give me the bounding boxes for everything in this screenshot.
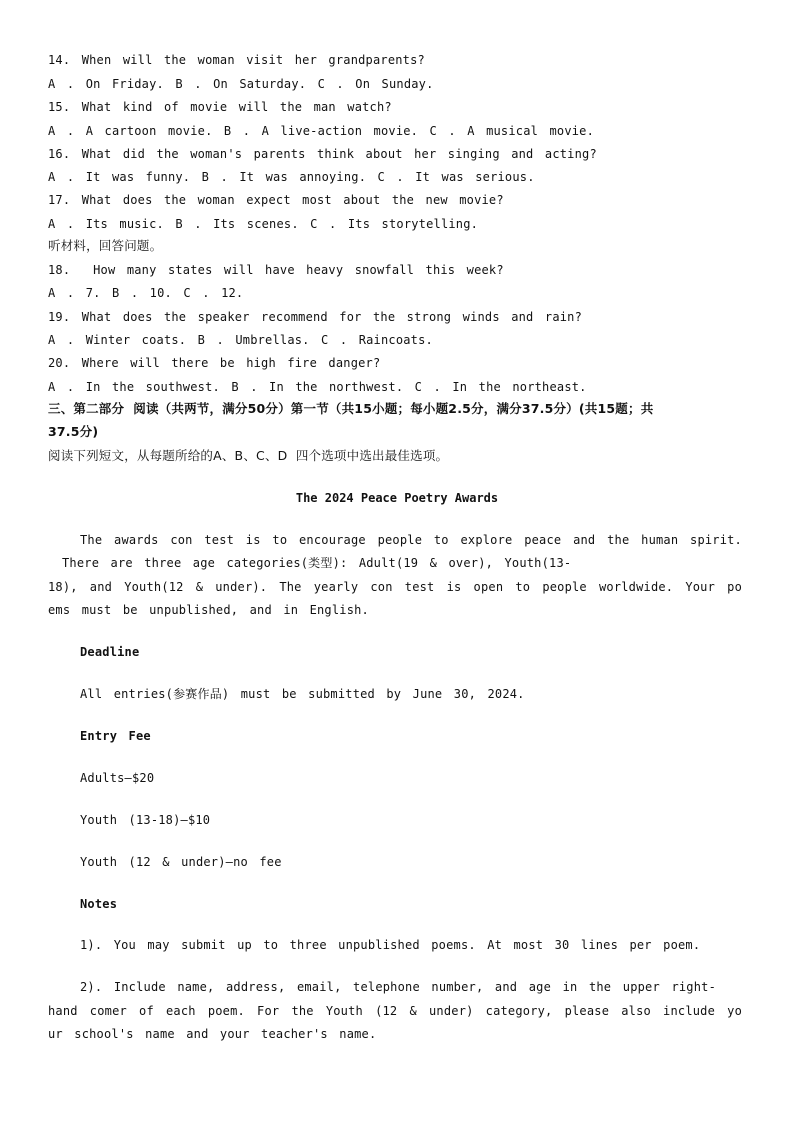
question-15: 15. What kind of movie will the man watch? bbox=[48, 100, 392, 114]
entry-fee-heading: Entry Fee bbox=[80, 729, 151, 743]
question-16: 16. What did the woman's parents think about her singing and acting? bbox=[48, 147, 597, 161]
question-20-options: A . In the southwest. B . In the northwest. C . In the northeast. bbox=[48, 380, 587, 394]
listen-instruction: 听材料，回答问题。 bbox=[48, 238, 163, 253]
question-18: 18. How many states will have heavy snowfall this week? bbox=[48, 263, 504, 277]
section-heading-cont: 37.5分) bbox=[48, 424, 99, 439]
section-heading: 三、第二部分 阅读（共两节，满分50分）第一节（共15小题；每小题2.5分，满分37.5分）(共15题；共 bbox=[48, 401, 654, 416]
question-14: 14. When will the woman visit her grandparents? bbox=[48, 53, 425, 67]
note-2-line-1: 2). Include name, address, email, telephone number, and age in the upper right- bbox=[80, 980, 716, 994]
question-19: 19. What does the speaker recommend for the strong winds and rain? bbox=[48, 310, 583, 324]
fee-adults: Adults—$20 bbox=[80, 771, 155, 785]
note-2-line-2: hand comer of each poem. For the Youth (12 & under) category, please also include yo bbox=[48, 1004, 742, 1018]
reading-instruction: 阅读下列短文，从每题所给的A、B、C、D 四个选项中选出最佳选项。 bbox=[48, 448, 449, 463]
note-2-line-3: ur school's name and your teacher's name. bbox=[48, 1027, 377, 1041]
intro-line-2: There are three age categories(类型): Adult(19 & over), Youth(13- bbox=[62, 556, 572, 570]
intro-line-1: The awards con test is to encourage people to explore peace and the human spirit. bbox=[80, 533, 742, 547]
question-18-options: A . 7. B . 10. C . 12. bbox=[48, 286, 244, 300]
notes-heading: Notes bbox=[80, 897, 118, 911]
fee-youth-13-18: Youth (13-18)—$10 bbox=[80, 813, 211, 827]
article-title: The 2024 Peace Poetry Awards bbox=[295, 491, 499, 505]
question-14-options: A . On Friday. B . On Saturday. C . On Sunday. bbox=[48, 77, 434, 91]
deadline-text: All entries(参赛作品) must be submitted by June 30, 2024. bbox=[80, 687, 525, 701]
question-20: 20. Where will there be high fire danger? bbox=[48, 356, 381, 370]
question-17: 17. What does the woman expect most about the new movie? bbox=[48, 193, 504, 207]
question-17-options: A . Its music. B . Its scenes. C . Its storytelling. bbox=[48, 217, 479, 231]
intro-line-3: 18), and Youth(12 & under). The yearly con test is open to people worldwide. Your po bbox=[48, 580, 742, 594]
deadline-heading: Deadline bbox=[80, 645, 140, 659]
question-15-options: A . A cartoon movie. B . A live-action movie. C . A musical movie. bbox=[48, 124, 595, 138]
question-19-options: A . Winter coats. B . Umbrellas. C . Raincoats. bbox=[48, 333, 433, 347]
intro-line-4: ems must be unpublished, and in English. bbox=[48, 603, 369, 617]
fee-youth-12: Youth (12 & under)—no fee bbox=[80, 855, 282, 869]
question-16-options: A . It was funny. B . It was annoying. C . It was serious. bbox=[48, 170, 535, 184]
note-1: 1). You may submit up to three unpublished poems. At most 30 lines per poem. bbox=[80, 938, 701, 952]
